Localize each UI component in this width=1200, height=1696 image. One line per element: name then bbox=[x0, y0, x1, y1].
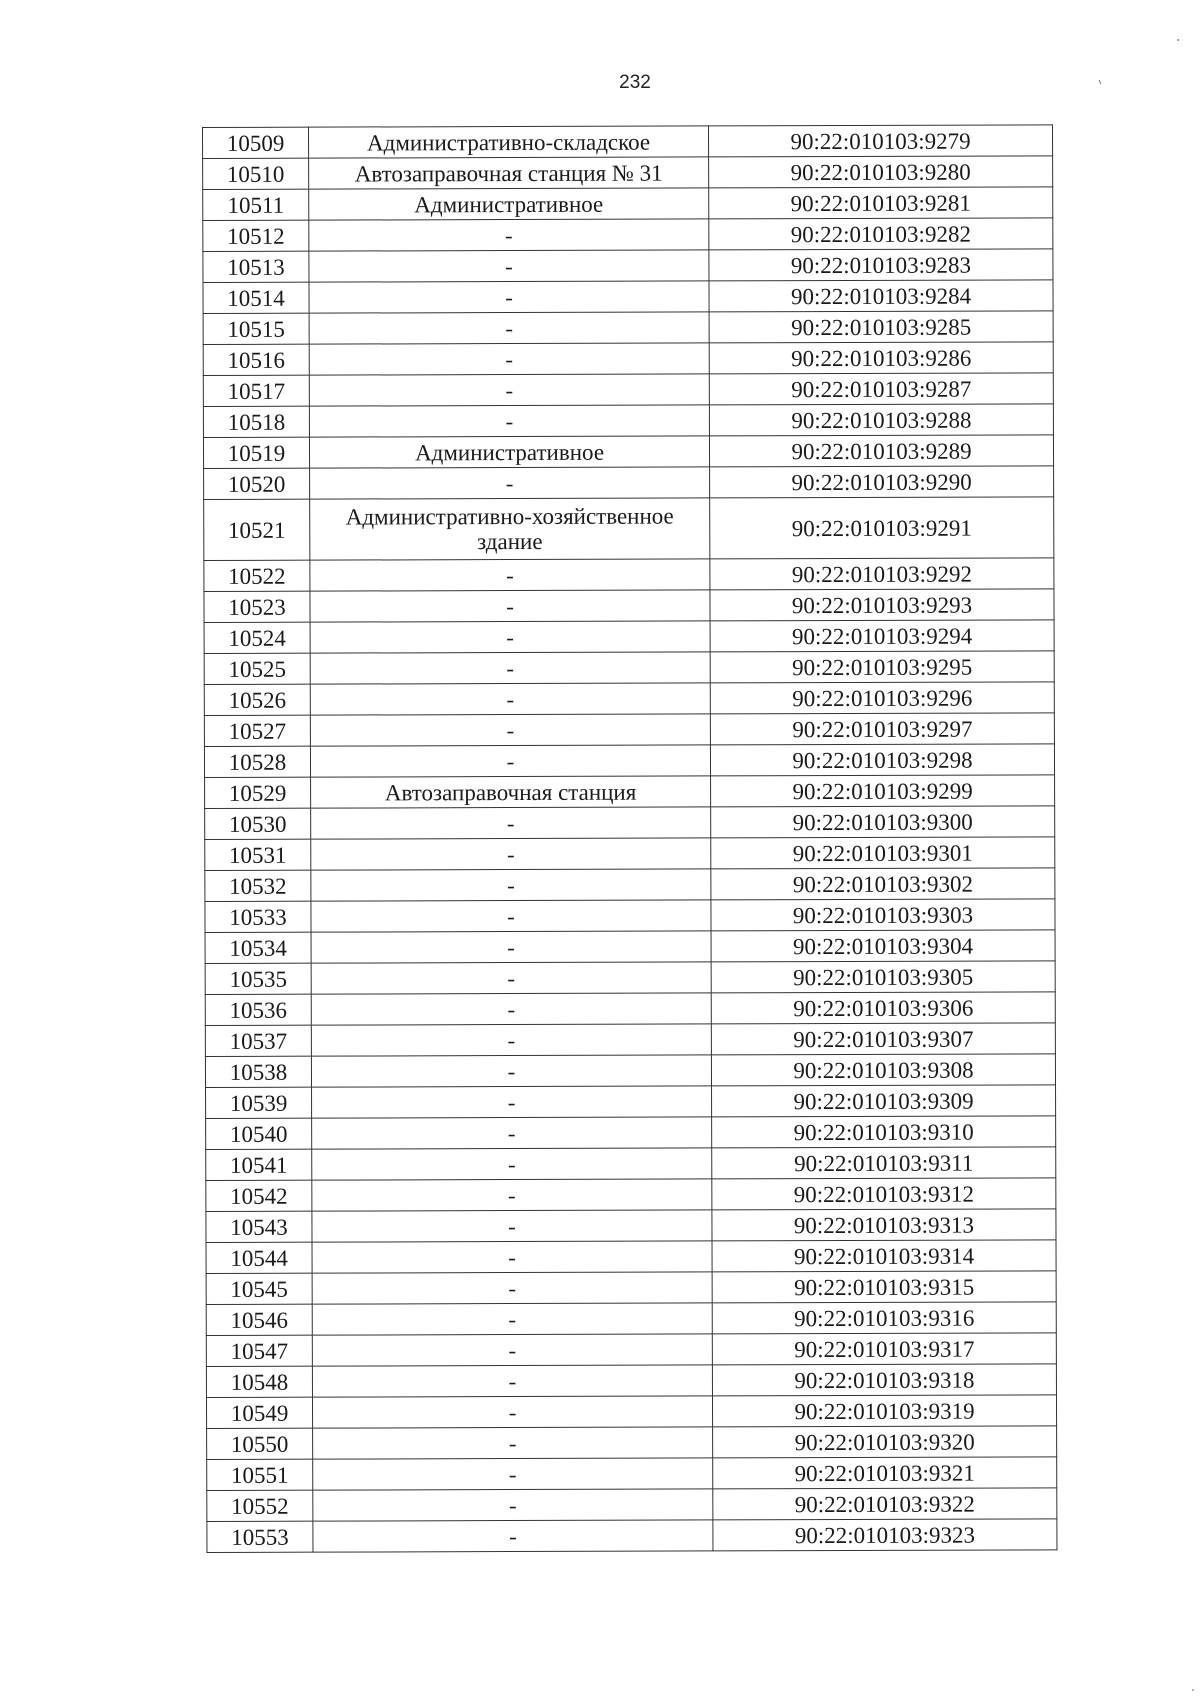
table-row bbox=[206, 1116, 1056, 1150]
cell-object-name: - bbox=[313, 1520, 713, 1552]
cell-cadastral-number: 90:22:010103:9315 bbox=[712, 1271, 1056, 1303]
cell-number: 10509 bbox=[203, 127, 309, 158]
table-row bbox=[203, 280, 1053, 314]
cell-cadastral-number: 90:22:010103:9305 bbox=[711, 961, 1055, 993]
cell-object-name: - bbox=[312, 1179, 712, 1211]
cell-cadastral-number: 90:22:010103:9311 bbox=[712, 1147, 1056, 1179]
cell-number: 10546 bbox=[206, 1304, 312, 1335]
cell-cadastral-number: 90:22:010103:9284 bbox=[709, 280, 1053, 312]
cell-object-name: - bbox=[309, 374, 709, 406]
cell-cadastral-number: 90:22:010103:9316 bbox=[712, 1302, 1056, 1334]
table-row bbox=[205, 930, 1055, 964]
cell-number: 10549 bbox=[206, 1397, 312, 1428]
table-row bbox=[203, 125, 1053, 159]
cell-cadastral-number: 90:22:010103:9321 bbox=[713, 1457, 1057, 1489]
table-row bbox=[203, 373, 1053, 407]
cell-cadastral-number: 90:22:010103:9297 bbox=[710, 713, 1054, 745]
table-row bbox=[206, 1085, 1056, 1119]
cell-cadastral-number: 90:22:010103:9289 bbox=[709, 435, 1053, 467]
table-row bbox=[206, 1302, 1056, 1336]
cell-cadastral-number: 90:22:010103:9317 bbox=[712, 1333, 1056, 1365]
cell-number: 10520 bbox=[204, 468, 310, 499]
cell-object-name: - bbox=[311, 869, 711, 901]
cell-object-name: Административно-хозяйственное здание bbox=[310, 498, 710, 560]
cell-number: 10527 bbox=[204, 715, 310, 746]
cell-cadastral-number: 90:22:010103:9307 bbox=[711, 1023, 1055, 1055]
table-row bbox=[205, 961, 1055, 995]
cell-number: 10525 bbox=[204, 653, 310, 684]
table-row bbox=[204, 497, 1054, 561]
cell-object-name: - bbox=[311, 1024, 711, 1056]
cell-object-name: - bbox=[311, 993, 711, 1025]
table-row bbox=[207, 1519, 1057, 1553]
cell-cadastral-number: 90:22:010103:9306 bbox=[711, 992, 1055, 1024]
cell-number: 10526 bbox=[204, 684, 310, 715]
cell-cadastral-number: 90:22:010103:9291 bbox=[710, 497, 1054, 559]
cell-object-name: - bbox=[310, 745, 710, 777]
cell-cadastral-number: 90:22:010103:9285 bbox=[709, 311, 1053, 343]
table-row bbox=[205, 837, 1055, 871]
cell-object-name: - bbox=[310, 590, 710, 622]
table-row bbox=[207, 1457, 1057, 1491]
cell-cadastral-number: 90:22:010103:9290 bbox=[710, 466, 1054, 498]
table-row bbox=[203, 435, 1053, 469]
cell-number: 10530 bbox=[205, 808, 311, 839]
table-row bbox=[204, 620, 1054, 654]
cell-number: 10535 bbox=[205, 963, 311, 994]
table-row bbox=[203, 156, 1053, 190]
cell-cadastral-number: 90:22:010103:9280 bbox=[709, 156, 1053, 188]
table-row bbox=[205, 899, 1055, 933]
cell-number: 10539 bbox=[206, 1087, 312, 1118]
table-row bbox=[207, 1426, 1057, 1460]
cell-object-name: - bbox=[310, 652, 710, 684]
cell-number: 10512 bbox=[203, 220, 309, 251]
table-row bbox=[204, 713, 1054, 747]
cell-object-name: Административное bbox=[309, 188, 709, 220]
cell-object-name: Административное bbox=[309, 436, 709, 468]
cell-cadastral-number: 90:22:010103:9279 bbox=[708, 125, 1052, 157]
cell-object-name: - bbox=[311, 900, 711, 932]
cell-cadastral-number: 90:22:010103:9310 bbox=[712, 1116, 1056, 1148]
cell-number: 10528 bbox=[204, 746, 310, 777]
cell-object-name: - bbox=[309, 219, 709, 251]
cell-cadastral-number: 90:22:010103:9281 bbox=[709, 187, 1053, 219]
cell-number: 10523 bbox=[204, 591, 310, 622]
cell-number: 10511 bbox=[203, 189, 309, 220]
cell-object-name: Автозаправочная станция bbox=[311, 776, 711, 808]
cell-number: 10513 bbox=[203, 251, 309, 282]
cell-cadastral-number: 90:22:010103:9303 bbox=[711, 899, 1055, 931]
cell-cadastral-number: 90:22:010103:9292 bbox=[710, 558, 1054, 590]
cell-object-name: - bbox=[310, 559, 710, 591]
table-row bbox=[206, 1364, 1056, 1398]
cell-cadastral-number: 90:22:010103:9308 bbox=[711, 1054, 1055, 1086]
cell-number: 10519 bbox=[203, 437, 309, 468]
table-row bbox=[206, 1178, 1056, 1212]
table-row bbox=[206, 1209, 1056, 1243]
table-body bbox=[203, 125, 1057, 1553]
cell-number: 10532 bbox=[205, 870, 311, 901]
cell-object-name: - bbox=[311, 962, 711, 994]
table-row bbox=[204, 558, 1054, 592]
cell-cadastral-number: 90:22:010103:9283 bbox=[709, 249, 1053, 281]
cell-number: 10544 bbox=[206, 1242, 312, 1273]
cell-number: 10522 bbox=[204, 560, 310, 591]
cell-number: 10510 bbox=[203, 158, 309, 189]
cell-cadastral-number: 90:22:010103:9299 bbox=[711, 775, 1055, 807]
cell-object-name: - bbox=[312, 1303, 712, 1335]
table-row bbox=[204, 466, 1054, 500]
cell-cadastral-number: 90:22:010103:9309 bbox=[712, 1085, 1056, 1117]
cell-number: 10551 bbox=[207, 1459, 313, 1490]
table-row bbox=[205, 1054, 1055, 1088]
cell-object-name: - bbox=[313, 1489, 713, 1521]
cell-cadastral-number: 90:22:010103:9319 bbox=[712, 1395, 1056, 1427]
cell-number: 10540 bbox=[206, 1118, 312, 1149]
cell-object-name: - bbox=[311, 931, 711, 963]
cell-number: 10534 bbox=[205, 932, 311, 963]
cell-number: 10547 bbox=[206, 1335, 312, 1366]
cell-cadastral-number: 90:22:010103:9293 bbox=[710, 589, 1054, 621]
table-row bbox=[206, 1147, 1056, 1181]
cell-number: 10518 bbox=[203, 406, 309, 437]
cell-number: 10541 bbox=[206, 1149, 312, 1180]
cell-number: 10543 bbox=[206, 1211, 312, 1242]
cell-object-name: - bbox=[309, 250, 709, 282]
table-row bbox=[204, 651, 1054, 685]
table-row bbox=[203, 249, 1053, 283]
cell-object-name: - bbox=[309, 405, 709, 437]
cell-number: 10536 bbox=[205, 994, 311, 1025]
cell-object-name: - bbox=[310, 683, 710, 715]
cell-number: 10552 bbox=[207, 1490, 313, 1521]
table-row bbox=[203, 404, 1053, 438]
cell-cadastral-number: 90:22:010103:9296 bbox=[710, 682, 1054, 714]
cell-number: 10524 bbox=[204, 622, 310, 653]
table-row bbox=[205, 775, 1055, 809]
cell-object-name: - bbox=[312, 1272, 712, 1304]
cell-cadastral-number: 90:22:010103:9323 bbox=[713, 1519, 1057, 1551]
cell-object-name: Автозаправочная станция № 31 bbox=[309, 157, 709, 189]
cell-cadastral-number: 90:22:010103:9287 bbox=[709, 373, 1053, 405]
cell-cadastral-number: 90:22:010103:9313 bbox=[712, 1209, 1056, 1241]
table-row bbox=[203, 342, 1053, 376]
cell-object-name: - bbox=[310, 621, 710, 653]
cell-number: 10529 bbox=[205, 777, 311, 808]
table-row bbox=[206, 1333, 1056, 1367]
cell-object-name: - bbox=[309, 343, 709, 375]
cell-cadastral-number: 90:22:010103:9314 bbox=[712, 1240, 1056, 1272]
cell-cadastral-number: 90:22:010103:9312 bbox=[712, 1178, 1056, 1210]
cell-object-name: - bbox=[312, 1148, 712, 1180]
cell-cadastral-number: 90:22:010103:9294 bbox=[710, 620, 1054, 652]
cell-number: 10550 bbox=[207, 1428, 313, 1459]
cadastral-table bbox=[202, 124, 1057, 1553]
cell-number: 10553 bbox=[207, 1521, 313, 1552]
cell-object-name: - bbox=[313, 1458, 713, 1490]
cell-object-name: - bbox=[312, 1365, 712, 1397]
cell-cadastral-number: 90:22:010103:9298 bbox=[710, 744, 1054, 776]
cell-object-name: - bbox=[312, 1334, 712, 1366]
cell-object-name: - bbox=[311, 838, 711, 870]
table-row bbox=[205, 868, 1055, 902]
cell-object-name: - bbox=[309, 312, 709, 344]
cell-cadastral-number: 90:22:010103:9320 bbox=[713, 1426, 1057, 1458]
table-row bbox=[205, 1023, 1055, 1057]
cell-object-name: - bbox=[312, 1117, 712, 1149]
cell-cadastral-number: 90:22:010103:9282 bbox=[709, 218, 1053, 250]
table-row bbox=[204, 589, 1054, 623]
cell-object-name: - bbox=[312, 1086, 712, 1118]
cell-cadastral-number: 90:22:010103:9301 bbox=[711, 837, 1055, 869]
cell-cadastral-number: 90:22:010103:9295 bbox=[710, 651, 1054, 683]
cell-number: 10515 bbox=[203, 313, 309, 344]
table-row bbox=[204, 682, 1054, 716]
cell-number: 10548 bbox=[206, 1366, 312, 1397]
cell-number: 10542 bbox=[206, 1180, 312, 1211]
cell-cadastral-number: 90:22:010103:9304 bbox=[711, 930, 1055, 962]
cell-object-name: - bbox=[312, 1241, 712, 1273]
cell-object-name: - bbox=[310, 467, 710, 499]
cell-cadastral-number: 90:22:010103:9322 bbox=[713, 1488, 1057, 1520]
cell-number: 10538 bbox=[205, 1056, 311, 1087]
table-row bbox=[203, 311, 1053, 345]
cell-object-name: - bbox=[312, 1210, 712, 1242]
cell-object-name: - bbox=[313, 1427, 713, 1459]
table-row bbox=[203, 187, 1053, 221]
cell-number: 10514 bbox=[203, 282, 309, 313]
table-row bbox=[204, 744, 1054, 778]
table-row bbox=[203, 218, 1053, 252]
cell-object-name: - bbox=[310, 714, 710, 746]
cell-object-name: - bbox=[311, 1055, 711, 1087]
cell-cadastral-number: 90:22:010103:9302 bbox=[711, 868, 1055, 900]
cell-object-name: - bbox=[311, 807, 711, 839]
cell-number: 10517 bbox=[203, 375, 309, 406]
table-row bbox=[206, 1240, 1056, 1274]
cell-number: 10521 bbox=[204, 499, 310, 560]
cell-object-name: Административно-складское bbox=[309, 126, 709, 158]
table-row bbox=[206, 1271, 1056, 1305]
cell-number: 10537 bbox=[205, 1025, 311, 1056]
cell-cadastral-number: 90:22:010103:9288 bbox=[709, 404, 1053, 436]
cell-cadastral-number: 90:22:010103:9318 bbox=[712, 1364, 1056, 1396]
cell-number: 10533 bbox=[205, 901, 311, 932]
cell-number: 10545 bbox=[206, 1273, 312, 1304]
cell-object-name: - bbox=[312, 1396, 712, 1428]
cell-number: 10531 bbox=[205, 839, 311, 870]
table-row bbox=[205, 992, 1055, 1026]
cell-cadastral-number: 90:22:010103:9286 bbox=[709, 342, 1053, 374]
table-row bbox=[207, 1488, 1057, 1522]
cell-number: 10516 bbox=[203, 344, 309, 375]
page-number: 232 bbox=[619, 72, 651, 93]
table-row bbox=[205, 806, 1055, 840]
table-row bbox=[206, 1395, 1056, 1429]
cell-cadastral-number: 90:22:010103:9300 bbox=[711, 806, 1055, 838]
cell-object-name: - bbox=[309, 281, 709, 313]
